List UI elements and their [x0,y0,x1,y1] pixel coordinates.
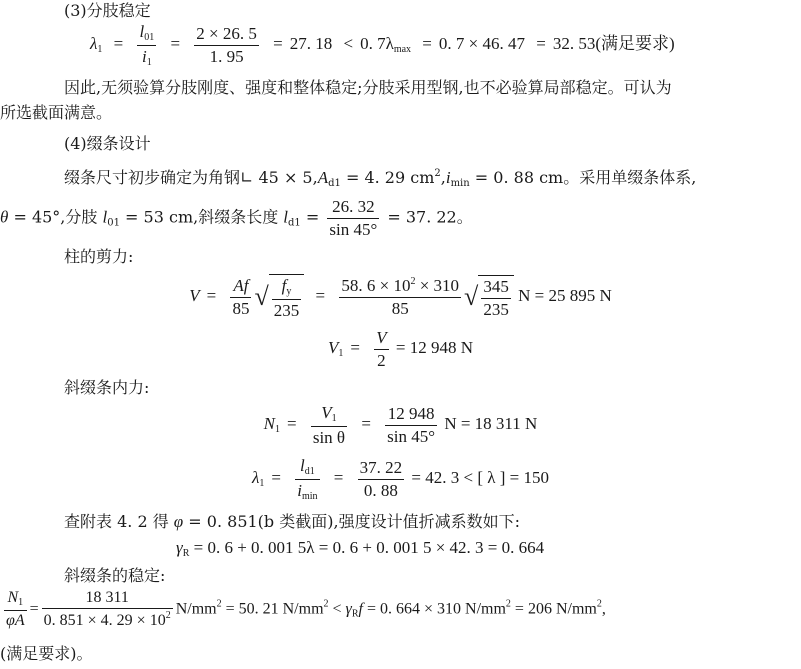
paragraph-lacing-length: θ = 45°,分肢 $l_{01} = 53$ cm,斜缀条长度 $l_{d1}$ = $\frac{26. 32}{\sin 45^\circ}$ = 37. 22。 [0,197,473,239]
equation-lacing-stability: $\frac{N_1}{\varphi A}$ = $\frac{18 311}{0. 851 \times 4. 29 \times 10^2}$ $N/mm^2 = 50$. 21 $N/mm^2 < \gamma_Rf = 0$. 664 × 310 $N/mm^2 = 206$ $N/mm^2$, [6,589,606,630]
equation-lacing-slenderness: $\lambda_1$ = $\frac{l_{d1}}{i_{min}}$ = $\frac{37. 22}{0. 88}$ = 42. 3 < [ λ ] = 150 [252,456,549,502]
equation-branch-slenderness: $\lambda_1$ = $\frac{l_{01}}{i_1}$ = $\frac{2 \times 26. 5}{1. 95}$ = 27. 18 < 0. $7\lambda_{max} = 0$. 7 × 46. 47 = 32. 53(满足要求) [90,22,675,68]
paragraph-lacing-size: 缀条尺寸初步确定为角钢∟ $45 \times 5,A_{d1} = 4$. 29 $cm^2,i_{min} = 0$. 88 cm。采用单缀条体系, [64,168,697,189]
fraction-l01-over-i1: $\frac{l_{01}}{i_1}$ [139,22,155,68]
heading-lacing-design: (4)缀条设计 [64,134,151,153]
fraction-lacing-length: $\frac{26. 32}{\sin 45^\circ}$ [329,197,378,239]
equation-reduction-factor: $\gamma_R = 0$. 6 + 0. 001 5λ = 0. 6 + 0. 001 5 × 42. 3 = 0. 664 [176,538,545,559]
paragraph-conclusion-line2: 所选截面满意。 [0,103,113,122]
fraction-numeric: $\frac{2 \times 26. 5}{1. 95}$ [196,23,257,66]
paragraph-lacing-force-label: 斜缀条内力: [64,378,150,397]
paragraph-shear-label: 柱的剪力: [64,247,134,266]
equation-lacing-force: $N_1$ = $\frac{V_1}{\text{sin θ}}$ = $\frac{12 948}{\sin 45^\circ}$ N = 18 311 N [263,403,538,447]
equation-shear-per-plane: $V_1$ = $\frac{V}{2}$ = 12 948 N [328,328,473,370]
equation-column-shear: V = $\frac{Af}{85}$ √ $\frac{f_y}{235}$ = $\frac{58. 6 \times 10^2 \times 310}{85}$ √ $\frac{345}{235}$ N = 25 895 N [189,275,612,320]
paragraph-final-note: (满足要求)。 [0,644,93,663]
heading-branch-stability: (3)分肢稳定 [64,1,151,20]
note-requirement: (满足要求) [595,33,675,53]
paragraph-lookup-table: 查附表 4. 2 得 φ = 0. 851(b 类截面),强度设计值折减系数如下: [64,512,520,531]
paragraph-stability-label: 斜缀条的稳定: [64,566,166,585]
paragraph-conclusion-line1: 因此,无须验算分肢刚度、强度和整体稳定;分肢采用型钢,也不必验算局部稳定。可认为 [64,78,672,97]
